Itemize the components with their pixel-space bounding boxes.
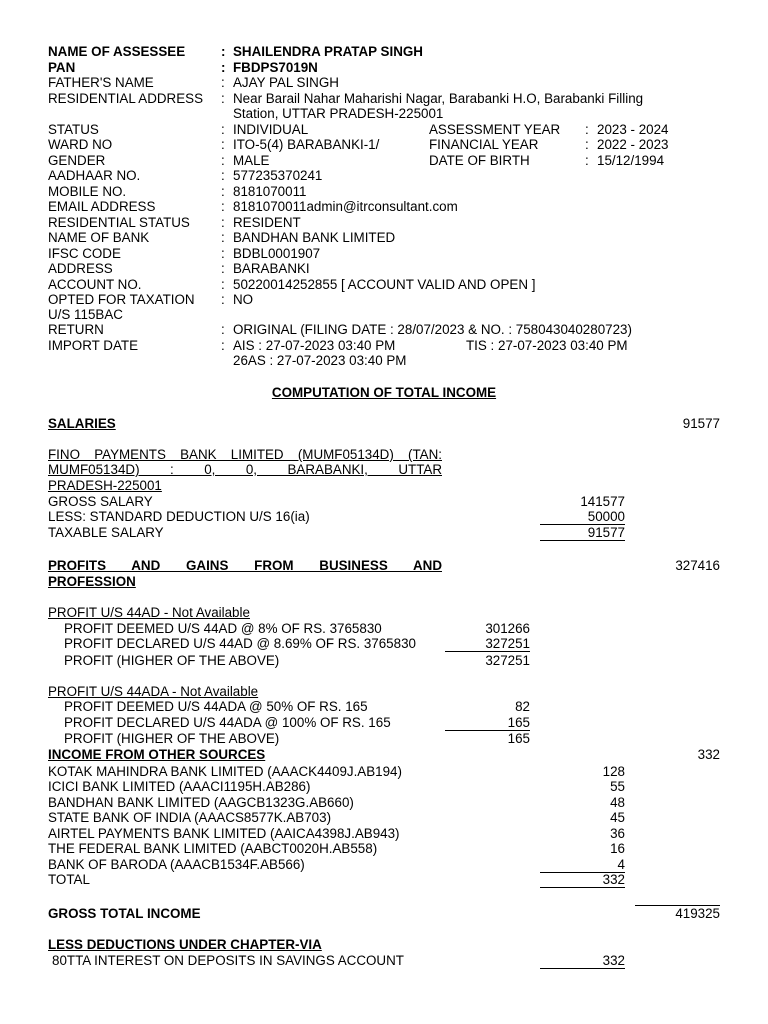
profit-44ada-higher-label: PROFIT (HIGHER OF THE ABOVE) (64, 731, 280, 746)
bank-address-label: ADDRESS (48, 261, 113, 276)
profit-44ada-deemed-value: 82 (515, 699, 530, 714)
assessment-year-value: 2023 - 2024 (597, 122, 669, 137)
gender-label: GENDER (48, 153, 106, 168)
financial-year-label: FINANCIAL YEAR (429, 137, 539, 152)
profit-44ad-declared-label: PROFIT DECLARED U/S 44AD @ 8.69% OF RS. 3765830 (64, 636, 416, 651)
list-item-value: 55 (610, 779, 625, 794)
address-label: RESIDENTIAL ADDRESS (48, 91, 204, 106)
colon: : (221, 122, 225, 137)
dob-label: DATE OF BIRTH (429, 153, 530, 168)
status-value: INDIVIDUAL (233, 122, 309, 137)
list-item: STATE BANK OF INDIA (AAACS8577K.AB703) (48, 810, 332, 825)
aadhaar-label: AADHAAR NO. (48, 168, 141, 183)
colon: : (221, 246, 225, 261)
list-item-value: 128 (602, 764, 625, 779)
ifsc-label: IFSC CODE (48, 246, 121, 261)
import-ais: AIS : 27-07-2023 03:40 PM (233, 338, 396, 353)
list-item-value: 16 (610, 841, 625, 856)
colon: : (221, 230, 225, 245)
list-item-value: 4 (540, 857, 625, 873)
dob-value: 15/12/1994 (597, 153, 665, 168)
colon: : (585, 122, 589, 137)
profit-44ad-higher-label: PROFIT (HIGHER OF THE ABOVE) (64, 653, 280, 668)
deduction-80tta-value: 332 (540, 953, 625, 969)
colon: : (221, 199, 225, 214)
import-26as: 26AS : 27-07-2023 03:40 PM (233, 353, 407, 368)
address-line-1: Near Barail Nahar Maharishi Nagar, Barabanki H.O, Barabanki Filling (233, 91, 644, 106)
deductions-heading: LESS DEDUCTIONS UNDER CHAPTER-VIA (48, 937, 322, 952)
financial-year-value: 2022 - 2023 (597, 137, 669, 152)
ifsc-value: BDBL0001907 (233, 246, 321, 261)
gross-salary-label: GROSS SALARY (48, 494, 153, 509)
ward-value: ITO-5(4) BARABANKI-1/ (233, 137, 380, 152)
list-item-value: 48 (610, 795, 625, 810)
list-item-value: 45 (610, 810, 625, 825)
colon: : (585, 137, 589, 152)
profit-44ada-higher-value: 165 (507, 731, 530, 746)
assessment-year-label: ASSESSMENT YEAR (429, 122, 561, 137)
email-label: EMAIL ADDRESS (48, 199, 156, 214)
taxable-salary-value: 91577 (540, 525, 625, 541)
profit-44ada-declared-value: 165 (445, 715, 530, 731)
profit-44ada-heading: PROFIT U/S 44ADA - Not Available (48, 684, 259, 699)
colon: : (221, 44, 226, 59)
other-sources-total-value: 332 (540, 872, 625, 888)
profit-44ad-heading: PROFIT U/S 44AD - Not Available (48, 605, 250, 620)
colon: : (221, 322, 225, 337)
profit-44ada-declared-label: PROFIT DECLARED U/S 44ADA @ 100% OF RS. 165 (64, 715, 391, 730)
residential-status-value: RESIDENT (233, 215, 301, 230)
bank-name-label: NAME OF BANK (48, 230, 150, 245)
ward-label: WARD NO (48, 137, 113, 152)
profit-44ad-declared-value: 327251 (445, 636, 530, 652)
list-item: BANDHAN BANK LIMITED (AAGCB1323G.AB660) (48, 795, 354, 810)
residential-status-label: RESIDENTIAL STATUS (48, 215, 190, 230)
colon: : (221, 153, 225, 168)
colon: : (221, 277, 225, 292)
father-label: FATHER'S NAME (48, 75, 154, 90)
employer-line-2: MUMF05134D) : 0, 0, BARABANKI, UTTAR (48, 462, 442, 477)
import-date-label: IMPORT DATE (48, 338, 139, 353)
mobile-label: MOBILE NO. (48, 184, 127, 199)
salaries-total: 91577 (682, 416, 720, 431)
other-sources-total: 332 (697, 747, 720, 762)
deduction-80tta-label: 80TTA INTEREST ON DEPOSITS IN SAVINGS ACCOUNT (52, 953, 404, 968)
account-label: ACCOUNT NO. (48, 277, 142, 292)
account-value: 50220014252855 [ ACCOUNT VALID AND OPEN ] (233, 277, 536, 292)
taxable-salary-label: TAXABLE SALARY (48, 525, 164, 540)
profit-44ad-deemed-value: 301266 (485, 621, 530, 636)
business-total: 327416 (675, 558, 720, 573)
computation-title: COMPUTATION OF TOTAL INCOME (271, 385, 497, 400)
gender-value: MALE (233, 153, 270, 168)
colon: : (221, 261, 225, 276)
colon: : (221, 168, 225, 183)
other-sources-total-label: TOTAL (48, 872, 90, 887)
salaries-heading: SALARIES (48, 416, 116, 431)
opted-taxation-label-line-2: U/S 115BAC (48, 307, 123, 322)
colon: : (221, 91, 225, 106)
name-value: SHAILENDRA PRATAP SINGH (233, 44, 423, 59)
colon: : (221, 292, 225, 307)
list-item: BANK OF BARODA (AAACB1534F.AB566) (48, 857, 305, 872)
standard-deduction-label: LESS: STANDARD DEDUCTION U/S 16(ia) (48, 509, 310, 524)
return-value: ORIGINAL (FILING DATE : 28/07/2023 & NO. : 758043040280723) (233, 322, 632, 337)
employer-line-3: PRADESH-225001 (48, 478, 162, 493)
profit-44ad-higher-value: 327251 (485, 653, 530, 668)
colon: : (221, 215, 225, 230)
colon: : (221, 60, 226, 75)
employer-line-1: FINO PAYMENTS BANK LIMITED (MUMF05134D) (TAN: (48, 447, 442, 462)
opted-taxation-label-line-1: OPTED FOR TAXATION (48, 292, 195, 307)
colon: : (221, 184, 225, 199)
bank-address-value: BARABANKI (233, 261, 310, 276)
standard-deduction-value: 50000 (540, 509, 625, 525)
gross-total-income-label: GROSS TOTAL INCOME (48, 906, 201, 921)
list-item-value: 36 (610, 826, 625, 841)
colon: : (221, 338, 225, 353)
colon: : (585, 153, 589, 168)
colon: : (221, 75, 225, 90)
bank-name-value: BANDHAN BANK LIMITED (233, 230, 396, 245)
list-item: AIRTEL PAYMENTS BANK LIMITED (AAICA4398J.AB943) (48, 826, 400, 841)
profit-44ad-deemed-label: PROFIT DEEMED U/S 44AD @ 8% OF RS. 3765830 (64, 621, 382, 636)
gross-salary-value: 141577 (580, 494, 625, 509)
gross-total-income-value: 419325 (635, 905, 720, 921)
list-item: THE FEDERAL BANK LIMITED (AABCT0020H.AB558) (48, 841, 378, 856)
business-heading-line-1: PROFITS AND GAINS FROM BUSINESS AND (48, 558, 442, 573)
opted-taxation-value: NO (233, 292, 254, 307)
aadhaar-value: 577235370241 (233, 168, 323, 183)
mobile-value: 8181070011 (233, 184, 307, 199)
status-label: STATUS (48, 122, 99, 137)
profit-44ada-deemed-label: PROFIT DEEMED U/S 44ADA @ 50% OF RS. 165 (64, 699, 368, 714)
import-tis: TIS : 27-07-2023 03:40 PM (466, 338, 628, 353)
email-value: 8181070011admin@itrconsultant.com (233, 199, 458, 214)
address-line-2: Station, UTTAR PRADESH-225001 (233, 106, 444, 121)
name-label: NAME OF ASSESSEE (48, 44, 186, 59)
list-item: ICICI BANK LIMITED (AAACI1195H.AB286) (48, 779, 311, 794)
colon: : (221, 137, 225, 152)
pan-value: FBDPS7019N (233, 60, 318, 75)
list-item: KOTAK MAHINDRA BANK LIMITED (AAACK4409J.AB194) (48, 764, 402, 779)
business-heading-line-2: PROFESSION (48, 574, 136, 589)
return-label: RETURN (48, 322, 104, 337)
father-value: AJAY PAL SINGH (233, 75, 339, 90)
pan-label: PAN (48, 60, 76, 75)
other-sources-heading: INCOME FROM OTHER SOURCES (48, 747, 266, 762)
